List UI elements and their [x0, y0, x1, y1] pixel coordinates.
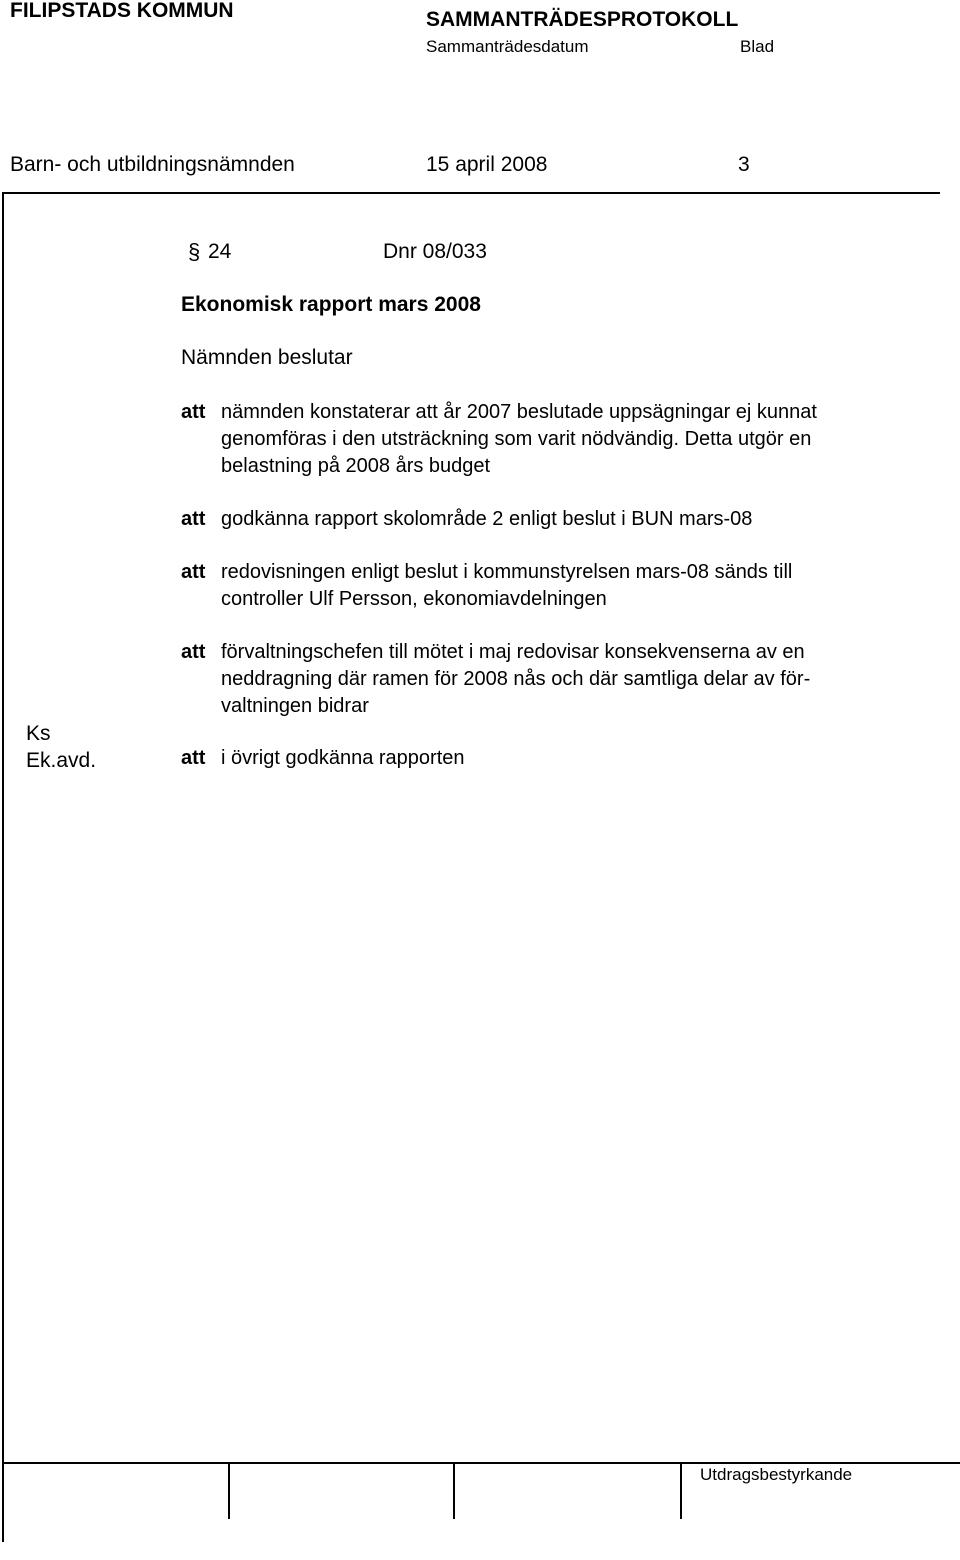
signature-divider-1	[228, 1462, 230, 1519]
decision-item	[221, 745, 465, 772]
frame-bottom-rule	[2, 1462, 960, 1464]
signature-divider-3	[680, 1462, 682, 1519]
section-title: Ekonomisk rapport mars 2008	[181, 293, 481, 316]
committee-name: Barn- och utbildningsnämnden	[10, 153, 295, 176]
decision-line: neddragning där ramen för 2008 nås och där samtliga delar av för-	[221, 668, 811, 690]
paragraph-number: 24	[208, 240, 232, 263]
paragraph-sign: §	[188, 239, 201, 264]
decision-line: controller Ulf Persson, ekonomiavdelningen	[221, 588, 607, 610]
signature-divider-2	[453, 1462, 455, 1519]
organization-name: FILIPSTADS KOMMUN	[10, 0, 234, 22]
diary-number: Dnr 08/033	[383, 240, 487, 263]
decision-item	[221, 559, 792, 613]
protocol-title: SAMMANTRÄDESPROTOKOLL	[426, 8, 739, 31]
decision-line: valtningen bidrar	[221, 695, 369, 717]
meeting-date: 15 april 2008	[426, 153, 548, 176]
decision-keyword: att	[181, 747, 206, 769]
decision-line: förvaltningschefen till mötet i maj redovisar konsekvenserna av en	[221, 641, 805, 663]
page-label: Blad	[740, 37, 775, 56]
decision-keyword: att	[181, 561, 206, 583]
decision-intro: Nämnden beslutar	[181, 346, 353, 369]
decision-keyword: att	[181, 641, 206, 663]
frame-top-rule	[2, 192, 940, 194]
distribution-note	[26, 720, 96, 774]
certification-label: Utdragsbestyrkande	[700, 1465, 853, 1484]
distribution-recipient: Ks	[26, 722, 51, 745]
decision-line: belastning på 2008 års budget	[221, 455, 491, 477]
page-number: 3	[738, 153, 750, 176]
decision-item	[221, 399, 817, 480]
decision-keyword: att	[181, 401, 206, 423]
frame-left-rule	[2, 192, 4, 1542]
decision-line: genomföras i den utsträckning som varit nödvändig. Detta utgör en	[221, 428, 812, 450]
decision-line: nämnden konstaterar att år 2007 beslutade uppsägningar ej kunnat	[221, 401, 817, 423]
decision-line: i övrigt godkänna rapporten	[221, 747, 465, 769]
decision-line: redovisningen enligt beslut i kommunstyrelsen mars-08 sänds till	[221, 561, 793, 583]
meeting-date-label: Sammanträdesdatum	[426, 37, 589, 56]
decision-item	[221, 506, 752, 533]
decision-line: godkänna rapport skolområde 2 enligt beslut i BUN mars-08	[221, 508, 753, 530]
decision-item	[221, 639, 810, 720]
decision-keyword: att	[181, 508, 206, 530]
distribution-recipient: Ek.avd.	[26, 749, 97, 772]
